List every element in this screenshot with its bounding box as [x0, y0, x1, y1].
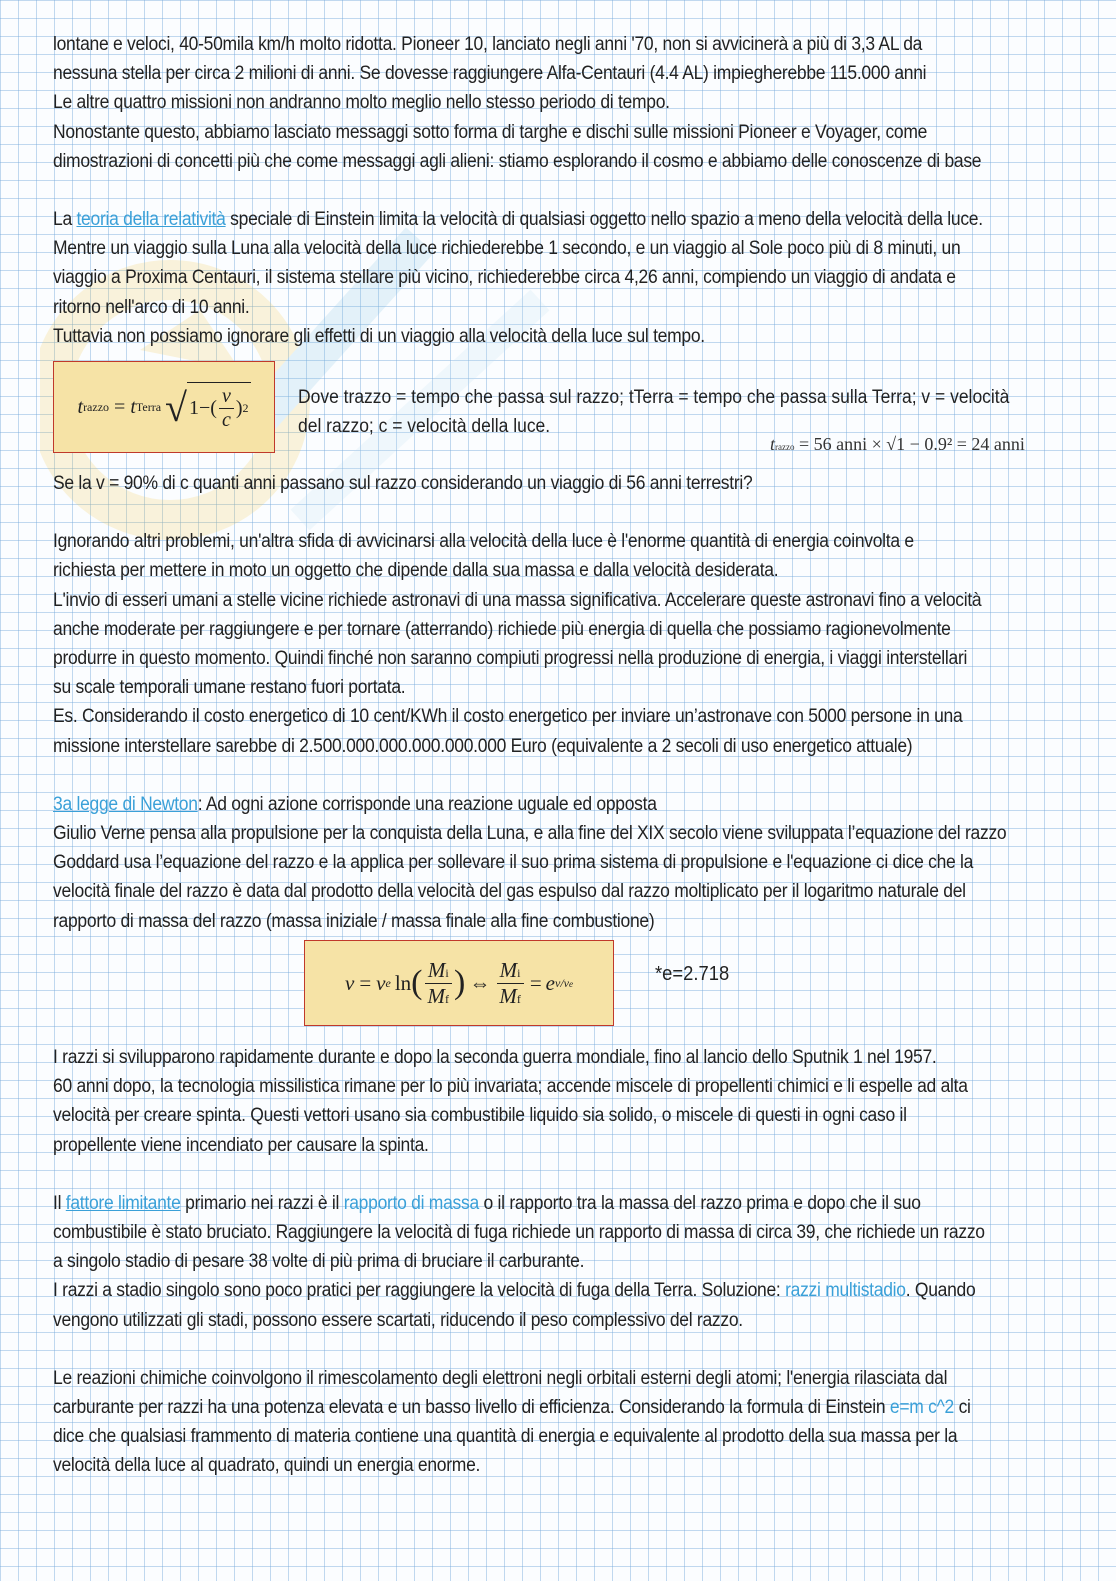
text-line: Dove trazzo = tempo che passa sul razzo; tTerra = tempo che passa sulla Terra; v = velocità: [298, 387, 1010, 408]
text-line: nessuna stella per circa 2 milioni di anni. Se dovesse raggiungere Alfa-Centauri (4.4 AL) impiegherebbe 115.000 anni: [53, 63, 927, 85]
text-line: [53, 790, 1093, 819]
formula-subscript: e: [569, 978, 573, 989]
text-line: viaggio a Proxima Centauri, il sistema stellare più vicino, richiederebbe circa 4,26 anni, compiendo un viaggio di andata e: [53, 267, 956, 289]
text-line: 60 anni dopo, la tecnologia missilistica rimane per lo più invariata; accende miscele di propellenti chimici e li espelle ad alta: [53, 1076, 968, 1098]
link-teoria-relativita[interactable]: teoria della relatività: [76, 209, 226, 231]
text-line: I razzi si svilupparono rapidamente durante e dopo la seconda guerra mondiale, fino al lancio dello Sputnik 1 nel 1957.: [53, 1047, 937, 1068]
text-line: Goddard usa l’equazione del razzo e la applica per sollevare il suo prima sistema di propulsione e l'equazione ci dice che la: [53, 852, 974, 874]
text-line: Le reazioni chimiche coinvolgono il rimescolamento degli elettroni negli orbitali esterni degli atomi; l'energia rilasciata dal: [53, 1367, 948, 1389]
formula-symbol: e: [545, 970, 555, 995]
text-fragment: I razzi a stadio singolo sono poco pratici per raggiungere la velocità di fuga della Terra. Soluzione:: [53, 1280, 786, 1302]
paragraph-relativity: [53, 205, 1093, 351]
text-line: [53, 1276, 1093, 1305]
text-fragment: carburante per razzi ha una potenza elevata e un basso livello di efficienza. Considerando la formula di Einstein: [53, 1397, 890, 1419]
text-line: [53, 1393, 1093, 1422]
formula-equals: =: [359, 970, 372, 995]
paragraph-chemical-reactions: [53, 1364, 1093, 1481]
text-line: lontane e veloci, 40-50mila km/h molto ridotta. Pioneer 10, lanciato negli anni '70, non si avvicinerà a più di 3,3 AL da: [53, 34, 923, 55]
formula-subscript: razzo: [775, 442, 795, 452]
fraction-numerator: M: [427, 957, 446, 982]
formula-description: [298, 383, 1034, 441]
paragraph-mass-ratio: [53, 1189, 1093, 1335]
formula-exponent: 2: [242, 401, 249, 415]
fraction-denominator: M: [427, 983, 445, 1008]
formula-ln: ln: [394, 970, 412, 995]
formula-subscript: e: [385, 975, 391, 990]
text-line: combustibile è stato bruciato. Raggiungere la velocità di fuga richiede un rapporto di massa di circa 39, che richiede un razzo: [53, 1222, 985, 1244]
formula-iff: ⇔: [469, 970, 491, 995]
text-fragment: speciale di Einstein limita la velocità di qualsiasi oggetto nello spazio a meno della velocità della luce.: [225, 209, 983, 231]
formula-symbol: v: [345, 970, 355, 995]
formula-symbol: t: [77, 395, 84, 418]
keyword-emc2: e=m c^2: [889, 1397, 955, 1419]
fraction-numerator: v: [219, 385, 234, 409]
text-line: Giulio Verne pensa alla propulsione per la conquista della Luna, e alla fine del XIX secolo viene sviluppata l’equazione del razzo: [53, 823, 1007, 845]
formula-symbol: t: [130, 395, 136, 418]
formula-subscript: f: [516, 991, 521, 1006]
formula-fraction: [219, 385, 234, 432]
text-line: [53, 1189, 1093, 1218]
paragraph-energy: [53, 527, 1093, 761]
text-line: velocità della luce al quadrato, quindi un energia enorme.: [53, 1455, 481, 1477]
text-line: velocità per creare spinta. Questi vettori usano sia combustibile liquido sia solido, o miscele di questi in ogni caso il: [53, 1105, 907, 1127]
text-line: rapporto di massa del razzo (massa iniziale / massa finale alla fine combustione): [53, 910, 655, 932]
formula-subscript: razzo: [83, 399, 110, 414]
link-fattore-limitante[interactable]: fattore limitante: [65, 1192, 181, 1214]
formula-symbol: t: [770, 434, 776, 454]
text-fragment: ci: [954, 1397, 971, 1419]
fraction-denominator: c: [221, 409, 231, 431]
text-line: Mentre un viaggio sulla Luna alla velocità della luce richiederebbe 1 secondo, e un viaggio al Sole poco più di 8 minuti, un: [53, 238, 961, 260]
worked-calculation: = 56 anni × √1 − 0.9² = 24 anni: [799, 434, 1025, 454]
text-line: del razzo; c = velocità della luce.: [298, 416, 551, 437]
question-line: [53, 469, 1093, 498]
text-line: anche moderate per raggiungere e per tornare (atterrando) richiede più energia di quella che possiamo ragionevolmente: [53, 618, 951, 640]
text-line: produrre in questo momento. Quindi finché non saranno compiuti progressi nella produzione di energia, i viaggi interstellari: [53, 648, 968, 670]
fraction-numerator: M: [499, 957, 518, 982]
document-page-bottom: [53, 1043, 1093, 1481]
paragraph-pioneer: [53, 30, 1093, 176]
keyword-razzi-multistadio: razzi multistadio: [785, 1280, 906, 1302]
time-dilation-formula: t razzo = t Terra √ 1 −( $\frac{v}{c}$ ) 2: [53, 361, 275, 453]
paragraph-newton: [53, 790, 1093, 936]
text-line: Nonostante questo, abbiamo lasciato messaggi sotto forma di targhe e dischi sulle missioni Pioneer e Voyager, come: [53, 121, 928, 143]
text-line: velocità finale del razzo è data dal prodotto della velocità del gas espulso dal razzo moltiplicato per il logaritmo naturale del: [53, 881, 966, 903]
text-fragment: : Ad ogni azione corrisponde una reazione uguale ed opposta: [197, 793, 657, 815]
text-line: missione interstellare sarebbe di 2.500.000.000.000.000.000 Euro (equivalente a 2 secoli di uso energetico attuale): [53, 735, 913, 757]
formula-exponent: v/v: [555, 975, 569, 990]
fraction-denominator: M: [499, 983, 517, 1008]
text-fragment: . Quando: [905, 1280, 976, 1302]
mass-ratio-fraction: [425, 958, 453, 1009]
rocket-equation-formula: v = v e ln ( $\frac{Mi}{Mf}$ ) ⇔ $\frac{Mi}{Mf}$ = e v/ve: [304, 940, 614, 1026]
text-fragment: Il: [53, 1192, 66, 1214]
text-line: richiesta per mettere in moto un oggetto che dipende dalla sua massa e dalla velocità desiderata.: [53, 560, 779, 582]
formula-one: 1: [188, 397, 199, 419]
text-line: Se la v = 90% di c quanti anni passano sul razzo considerando un viaggio di 56 anni terrestri?: [53, 473, 753, 494]
text-fragment: La: [53, 209, 77, 231]
mass-ratio-fraction: [496, 958, 524, 1009]
text-line: dimostrazioni di concetti più che come messaggi agli alieni: stiamo esplorando il cosmo e abbiamo delle conoscenze di base: [53, 150, 982, 172]
text-line: Tuttavia non possiamo ignorare gli effetti di un viaggio alla velocità della luce sul tempo.: [53, 325, 705, 347]
formula-subscript: Terra: [135, 399, 162, 414]
text-line: su scale temporali umane restano fuori portata.: [53, 677, 406, 699]
text-line: a singolo stadio di pesare 38 volte di più prima di bruciare il carburante.: [53, 1251, 585, 1273]
text-line: Es. Considerando il costo energetico di 10 cent/KWh il costo energetico per inviare un’astronave con 5000 persone in una: [53, 706, 963, 728]
paragraph-rockets-history: [53, 1043, 1093, 1160]
text-line: L'invio di esseri umani a stelle vicine richiede astronavi di una massa significativa. Accelerare queste astronavi fino a velocità: [53, 589, 982, 611]
text-line: propellente viene incendiato per causare la spinta.: [53, 1134, 429, 1156]
worked-example: [770, 434, 1025, 455]
formula-symbol: v: [376, 970, 386, 995]
document-page-middle: [53, 469, 1093, 936]
text-line: [53, 205, 1093, 234]
formula-subscript: i: [517, 965, 521, 980]
text-fragment: o il rapporto tra la massa del razzo prima e dopo che il suo: [478, 1192, 921, 1214]
text-line: ritorno nell'arco di 10 anni.: [53, 296, 250, 318]
document-page: [53, 30, 1093, 351]
formula-subscript: f: [445, 991, 449, 1006]
text-line: Ignorando altri problemi, un'altra sfida di avvicinarsi alla velocità della luce è l'enorme quantità di energia coinvolta e: [53, 531, 914, 553]
text-line: dice che qualsiasi frammento di materia contiene una quantità di energia e equivalente al prodotto della sua massa per la: [53, 1426, 958, 1448]
text-fragment: primario nei razzi è il: [180, 1192, 344, 1214]
text-line: vengono utilizzati gli stadi, possono essere scartati, riducendo il peso complessivo del razzo.: [53, 1309, 743, 1331]
keyword-rapporto-massa: rapporto di massa: [343, 1192, 479, 1214]
text-line: Le altre quattro missioni non andranno molto meglio nello stesso periodo di tempo.: [53, 92, 670, 114]
link-legge-newton[interactable]: 3a legge di Newton: [53, 793, 198, 815]
formula-subscript: i: [445, 965, 449, 980]
euler-note: *e=2.718: [655, 963, 730, 985]
